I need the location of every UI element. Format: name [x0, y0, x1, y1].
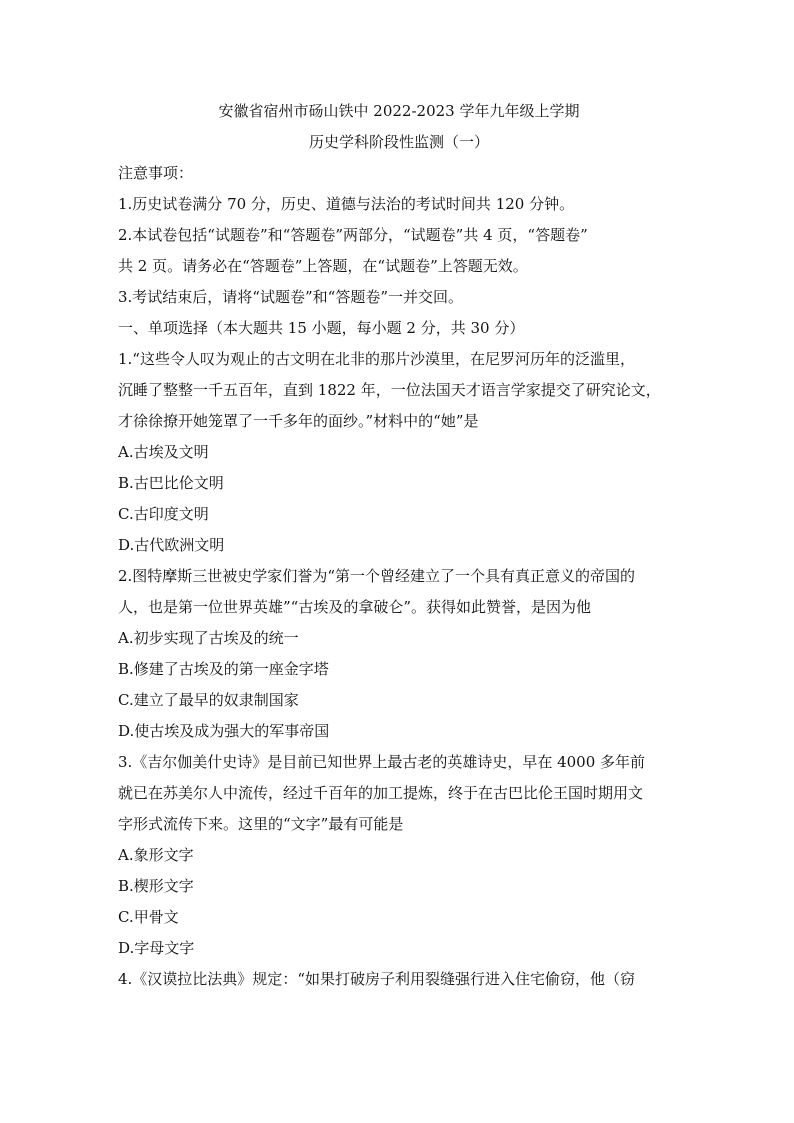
- question-2-option-d: D.使古埃及成为强大的军事帝国: [118, 722, 330, 740]
- question-3-option-b: B.楔形文字: [118, 877, 194, 895]
- question-1-option-c: C.古印度文明: [118, 505, 209, 523]
- notice-line-2: 2.本试卷包括“试题卷”和“答题卷”两部分，“试题卷”共 4 页，“答题卷”: [118, 226, 588, 244]
- question-2-option-b: B.修建了古埃及的第一座金字塔: [118, 660, 329, 678]
- question-4: [118, 964, 680, 995]
- question-1-option-b: B.古巴比伦文明: [118, 474, 224, 492]
- question-3-line-3: 字形式流传下来。这里的“文字”最有可能是: [118, 815, 404, 833]
- question-1: [118, 344, 680, 561]
- title-line-1: 安徽省宿州市砀山铁中 2022-2023 学年九年级上学期: [218, 102, 580, 120]
- question-1-line-3: 才徐徐撩开她笼罩了一千多年的面纱。”材料中的“她”是: [118, 412, 479, 430]
- question-3-line-1: 3.《吉尔伽美什史诗》是目前已知世界上最古老的英雄诗史，早在 4000 多年前: [118, 753, 646, 771]
- notice-heading: 注意事项：: [118, 164, 194, 182]
- document-content: [118, 96, 680, 995]
- question-3-option-a: A.象形文字: [118, 846, 194, 864]
- notice-line-1: 1.历史试卷满分 70 分，历史、道德与法治的考试时间共 120 分钟。: [118, 195, 575, 213]
- question-2: [118, 561, 680, 747]
- question-3-option-d: D.字母文字: [118, 939, 195, 957]
- question-3-option-c: C.甲骨文: [118, 908, 179, 926]
- question-4-line-1: 4.《汉谟拉比法典》规定：“如果打破房子利用裂缝强行进入住宅偷窃，他（窃: [118, 970, 635, 988]
- question-1-line-2: 沉睡了整整一千五百年，直到 1822 年，一位法国天才语言学家提交了研究论文，: [118, 381, 661, 399]
- question-3: [118, 747, 680, 964]
- question-3-line-2: 就已在苏美尔人中流传，经过千百年的加工提炼，终于在古巴比伦王国时期用文: [118, 784, 644, 802]
- title-line-2: 历史学科阶段性监测（一）: [308, 133, 489, 151]
- question-2-line-2: 人，也是第一位世界英雄”“古埃及的拿破仑”。获得如此赞誉，是因为他: [118, 598, 592, 616]
- question-2-line-1: 2.图特摩斯三世被史学家们誉为“第一个曾经建立了一个具有真正意义的帝国的: [118, 567, 635, 585]
- question-1-option-d: D.古代欧洲文明: [118, 536, 225, 554]
- notice-line-4: 3.考试结束后，请将“试题卷”和“答题卷”一并交回。: [118, 288, 463, 306]
- question-1-line-1: 1.“这些令人叹为观止的古文明在北非的那片沙漠里，在尼罗河历年的泛滥里，: [118, 350, 635, 368]
- question-2-option-a: A.初步实现了古埃及的统一: [118, 629, 299, 647]
- section-heading: 一、单项选择（本大题共 15 小题，每小题 2 分，共 30 分）: [118, 319, 525, 337]
- question-2-option-c: C.建立了最早的奴隶制国家: [118, 691, 299, 709]
- notice-line-3: 共 2 页。请务必在“答题卷”上答题，在“试题卷”上答题无效。: [118, 257, 528, 275]
- question-1-option-a: A.古埃及文明: [118, 443, 209, 461]
